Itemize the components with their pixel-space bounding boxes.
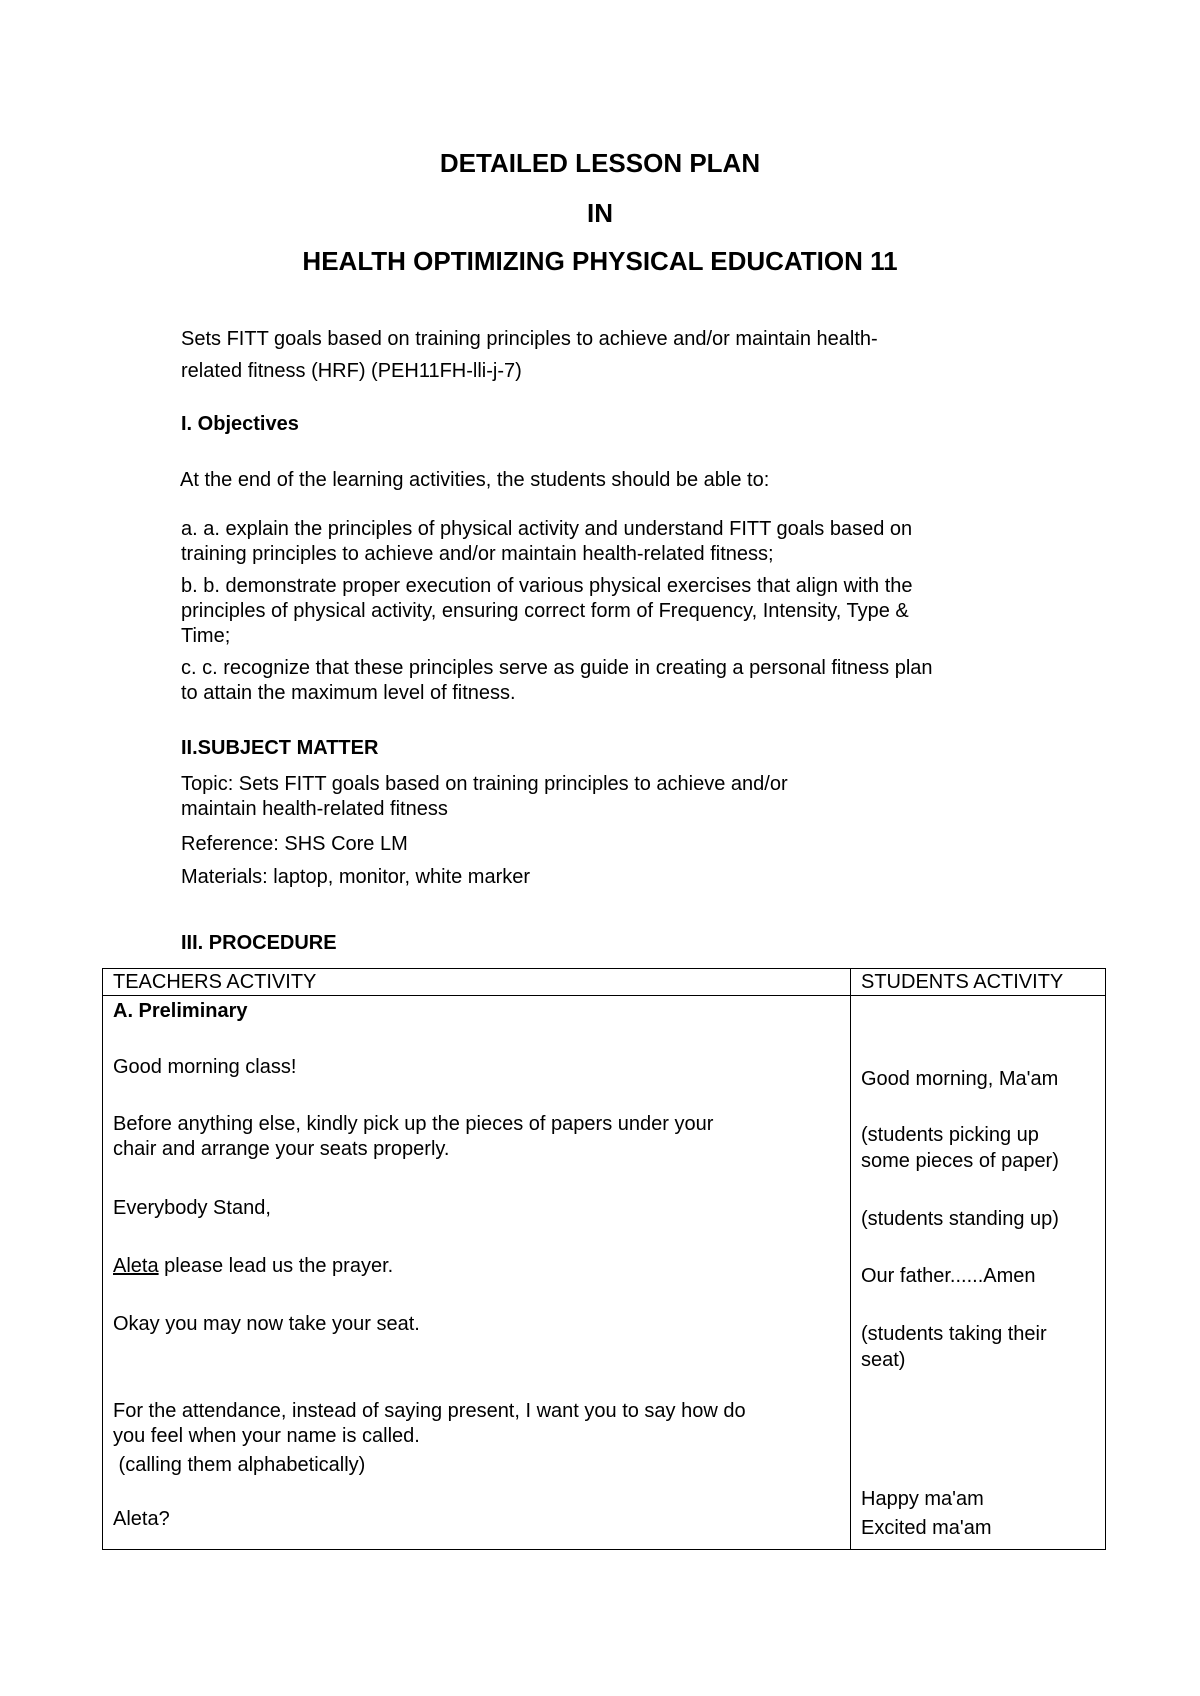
student-papers-line-2: some pieces of paper): [861, 1150, 1059, 1172]
teacher-attendance-line-3: (calling them alphabetically): [113, 1454, 366, 1476]
objective-b-line-2: principles of physical activity, ensuring correct form of Frequency, Intensity, Type &: [181, 600, 909, 622]
student-prayer: Our father......Amen: [861, 1265, 1036, 1287]
objective-b-line-3: Time;: [181, 625, 231, 647]
student-seat-line-2: seat): [861, 1349, 906, 1371]
prayer-request-text: please lead us the prayer.: [158, 1255, 394, 1277]
materials-line: Materials: laptop, monitor, white marker: [181, 866, 531, 888]
objective-a-line-2: training principles to achieve and/or maintain health-related fitness;: [181, 543, 774, 565]
procedure-table: [102, 968, 1106, 1550]
competency-line-2: related fitness (HRF) (PEH11FH-lli-j-7): [181, 360, 522, 382]
teacher-greeting: Good morning class!: [113, 1056, 297, 1078]
student-papers-line-1: (students picking up: [861, 1124, 1039, 1146]
student-excited: Excited ma'am: [861, 1517, 992, 1539]
title-line-3: HEALTH OPTIMIZING PHYSICAL EDUCATION 11: [302, 246, 898, 276]
teacher-attendance-line-2: you feel when your name is called.: [113, 1425, 420, 1447]
student-stand: (students standing up): [861, 1208, 1059, 1230]
title-line-1: DETAILED LESSON PLAN: [439, 148, 761, 178]
teacher-prayer: [113, 1253, 393, 1279]
topic-line-1: Topic: Sets FITT goals based on training principles to achieve and/or: [181, 773, 788, 795]
objective-a-line-1: a. a. explain the principles of physical activity and understand FITT goals based on: [181, 518, 913, 540]
teacher-seat: Okay you may now take your seat.: [113, 1313, 420, 1335]
student-greeting: Good morning, Ma'am: [861, 1068, 1059, 1090]
reference-line: Reference: SHS Core LM: [181, 833, 408, 855]
objectives-heading: I. Objectives: [181, 413, 299, 435]
teacher-call-aleta: Aleta?: [113, 1508, 170, 1530]
procedure-heading: III. PROCEDURE: [181, 932, 337, 954]
subject-matter-heading: II.SUBJECT MATTER: [181, 737, 379, 759]
table-row: [103, 996, 1106, 1550]
objective-c-line-2: to attain the maximum level of fitness.: [181, 682, 516, 704]
section-preliminary: A. Preliminary: [113, 1000, 248, 1022]
teacher-stand: Everybody Stand,: [113, 1197, 271, 1219]
objectives-intro: At the end of the learning activities, the students should be able to:: [180, 469, 770, 491]
teacher-activity-cell: [103, 996, 851, 1550]
student-name-aleta: Aleta: [113, 1255, 159, 1277]
students-activity-header: STUDENTS ACTIVITY: [851, 969, 1106, 996]
objective-c-line-1: c. c. recognize that these principles serve as guide in creating a personal fitness plan: [181, 657, 933, 679]
student-seat-line-1: (students taking their: [861, 1323, 1047, 1345]
objective-b-line-1: b. b. demonstrate proper execution of various physical exercises that align with the: [181, 575, 913, 597]
student-activity-cell: [851, 996, 1106, 1550]
competency-line-1: Sets FITT goals based on training principles to achieve and/or maintain health-: [181, 328, 878, 350]
table-header-row: [103, 969, 1106, 996]
teacher-papers-line-1: Before anything else, kindly pick up the pieces of papers under your: [113, 1113, 714, 1135]
student-happy: Happy ma'am: [861, 1488, 984, 1510]
teachers-activity-header: TEACHERS ACTIVITY: [103, 969, 851, 996]
teacher-attendance-line-1: For the attendance, instead of saying present, I want you to say how do: [113, 1400, 746, 1422]
title-line-2: IN: [587, 198, 613, 228]
topic-line-2: maintain health-related fitness: [181, 798, 448, 820]
teacher-papers-line-2: chair and arrange your seats properly.: [113, 1138, 450, 1160]
